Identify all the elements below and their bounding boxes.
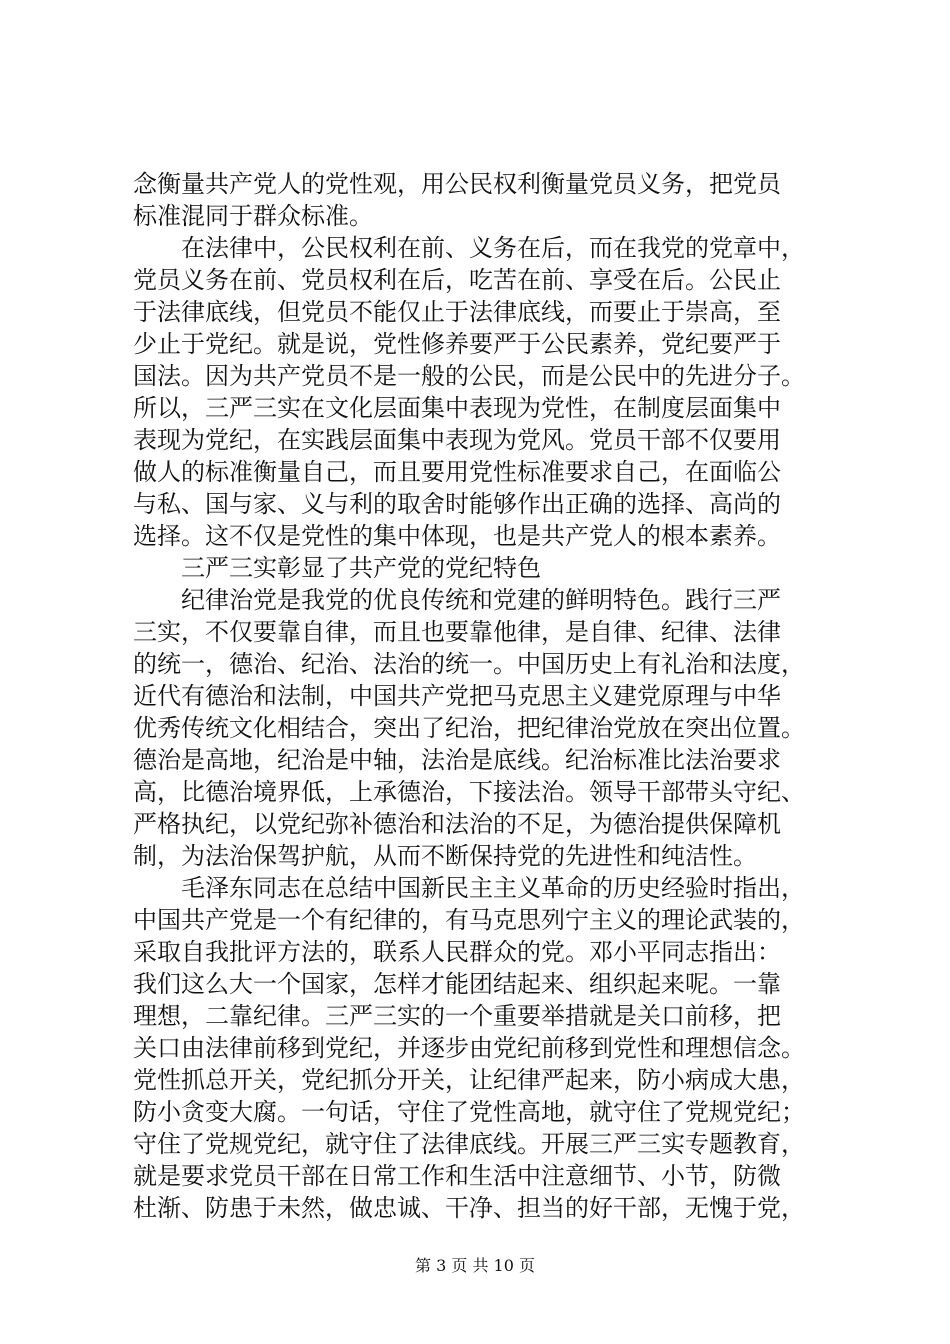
text-line: 理想，二靠纪律。三严三实的一个重要举措就是关口前移，把 [133,1002,781,1030]
text-line: 党性抓总开关，党纪抓分开关，让纪律严起来，防小病成大患， [133,1066,805,1094]
text-line: 在法律中，公民权利在前、义务在后，而在我党的党章中， [133,234,805,262]
text-line: 杜渐、防患于未然，做忠诚、干净、担当的好干部，无愧于党， [133,1194,805,1222]
text-line: 做人的标准衡量自己，而且要用党性标准要求自己，在面临公 [133,458,781,486]
text-line: 选择。这不仅是党性的集中体现，也是共产党人的根本素养。 [133,522,781,550]
text-line: 防小贪变大腐。一句话，守住了党性高地，就守住了党规党纪； [133,1098,805,1126]
text-line: 念衡量共产党人的党性观，用公民权利衡量党员义务，把党员 [133,170,781,198]
text-line: 与私、国与家、义与利的取舍时能够作出正确的选择、高尚的 [133,490,781,518]
text-line: 标准混同于群众标准。 [133,202,373,230]
text-line: 于法律底线，但党员不能仅止于法律底线，而要止于崇高，至 [133,298,781,326]
text-line: 少止于党纪。就是说，党性修养要严于公民素养，党纪要严于 [133,330,781,358]
text-line: 国法。因为共产党员不是一般的公民，而是公民中的先进分子。 [133,362,805,390]
text-line: 所以，三严三实在文化层面集中表现为党性，在制度层面集中 [133,394,781,422]
text-line: 的统一，德治、纪治、法治的统一。中国历史上有礼治和法度， [133,650,805,678]
text-line: 采取自我批评方法的，联系人民群众的党。邓小平同志指出： [133,938,781,966]
text-line: 党员义务在前、党员权利在后，吃苦在前、享受在后。公民止 [133,266,781,294]
text-line: 近代有德治和法制，中国共产党把马克思主义建党原理与中华 [133,682,781,710]
text-line: 纪律治党是我党的优良传统和党建的鲜明特色。践行三严 [133,586,781,614]
text-line: 中国共产党是一个有纪律的，有马克思列宁主义的理论武装的， [133,906,805,934]
text-line: 优秀传统文化相结合，突出了纪治，把纪律治党放在突出位置。 [133,714,805,742]
text-line: 守住了党规党纪，就守住了法律底线。开展三严三实专题教育， [133,1130,805,1158]
text-line: 严格执纪，以党纪弥补德治和法治的不足，为德治提供保障机 [133,810,781,838]
text-line: 表现为党纪，在实践层面集中表现为党风。党员干部不仅要用 [133,426,781,454]
text-line: 高，比德治境界低，上承德治，下接法治。领导干部带头守纪、 [133,778,805,806]
text-line: 我们这么大一个国家，怎样才能团结起来、组织起来呢。一靠 [133,970,781,998]
text-line: 三严三实彰显了共产党的党纪特色 [133,554,541,582]
text-line: 制，为法治保驾护航，从而不断保持党的先进性和纯洁性。 [133,842,757,870]
text-line: 德治是高地，纪治是中轴，法治是底线。纪治标准比法治要求 [133,746,781,774]
text-line: 就是要求党员干部在日常工作和生活中注意细节、小节，防微 [133,1162,781,1190]
text-line: 毛泽东同志在总结中国新民主主义革命的历史经验时指出， [133,874,805,902]
text-line: 关口由法律前移到党纪，并逐步由党纪前移到党性和理想信念。 [133,1034,805,1062]
page-number-footer: 第 3 页 共 10 页 [415,1256,535,1275]
body-text [133,168,823,1224]
text-line: 三实，不仅要靠自律，而且也要靠他律，是自律、纪律、法律 [133,618,781,646]
